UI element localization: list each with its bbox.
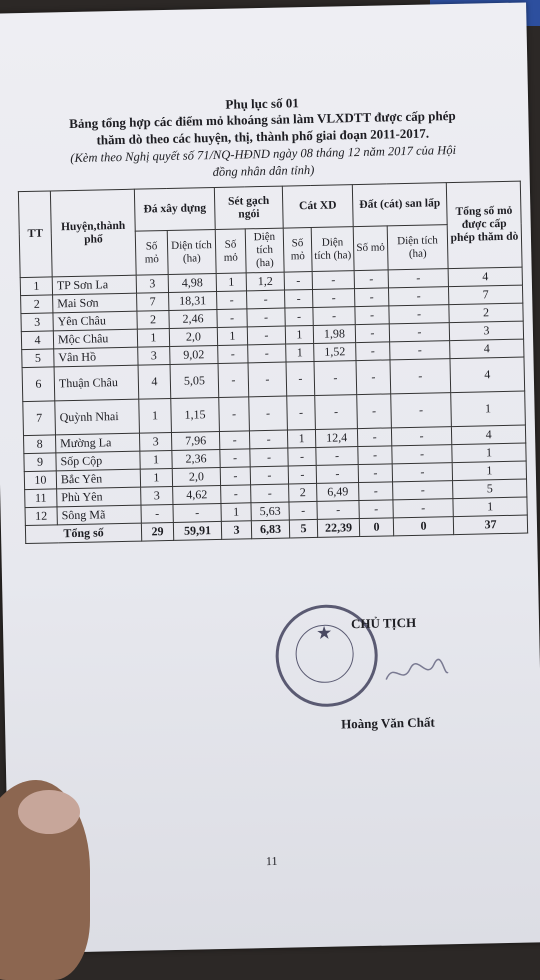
row-district: Sốp Cộp [56, 451, 140, 471]
row-total: 4 [448, 267, 522, 287]
row-sand-area: - [313, 289, 355, 308]
total-clay-count: 3 [221, 521, 251, 540]
row-fill-count: - [358, 446, 392, 465]
row-sand-area: 6,49 [317, 483, 359, 502]
resolution-note-line2: đồng nhân dân tỉnh) [212, 162, 315, 180]
row-sand-count: 1 [287, 429, 315, 448]
document-page [0, 2, 540, 953]
row-clay-area: 5,63 [251, 502, 289, 521]
row-stone-count: 1 [140, 450, 172, 469]
row-total: 7 [449, 285, 523, 305]
row-tt: 1 [20, 277, 52, 296]
row-tt: 6 [22, 367, 55, 402]
row-total: 1 [452, 461, 526, 481]
row-fill-count: - [356, 342, 390, 361]
row-clay-count: 1 [217, 327, 247, 346]
row-sand-count: 2 [289, 483, 317, 502]
row-tt: 11 [25, 489, 57, 508]
row-total: 5 [453, 479, 527, 499]
row-clay-area: - [248, 362, 287, 397]
row-fill-count: - [359, 500, 393, 519]
row-stone-count: 3 [136, 275, 168, 294]
row-total: 1 [453, 497, 527, 517]
row-district: Sông Mã [57, 505, 141, 525]
row-fill-count: - [357, 428, 391, 447]
row-clay-area: - [247, 308, 285, 327]
row-fill-area: - [392, 463, 452, 482]
row-stone-area: 5,05 [170, 363, 219, 398]
signer-name: Hoàng Văn Chất [340, 714, 435, 732]
total-fill-area: 0 [393, 517, 453, 536]
row-stone-area: 7,96 [171, 431, 219, 450]
seal-emblem-icon: ★ [315, 622, 333, 643]
row-clay-count: - [219, 397, 250, 432]
row-sand-area: - [314, 361, 357, 396]
row-tt: 5 [22, 349, 54, 368]
row-stone-count: - [141, 504, 173, 523]
row-fill-count: - [359, 482, 393, 501]
row-fill-count: - [356, 360, 391, 395]
row-clay-count: - [220, 449, 250, 468]
header-tt: TT [18, 191, 52, 278]
row-clay-count: - [218, 345, 248, 364]
row-tt: 7 [23, 401, 56, 436]
header-clay: Sét gạch ngói [214, 186, 283, 229]
document-title-line1: Bảng tổng hợp các điểm mỏ khoáng sản làm VLXDTT được cấp phép [69, 107, 456, 132]
header-clay-count: Số mỏ [215, 229, 246, 274]
header-fill-count: Số mỏ [353, 226, 388, 271]
row-sand-count: - [285, 289, 313, 308]
mines-summary-table [18, 181, 528, 544]
row-sand-area: 1,52 [314, 343, 356, 362]
header-total: Tổng số mỏ được cấp phép thăm dò [446, 181, 522, 269]
header-district: Huyện,thành phố [50, 189, 136, 277]
row-fill-count: - [354, 270, 388, 289]
header-stone-area: Diện tích (ha) [167, 230, 216, 275]
row-clay-area: - [249, 430, 287, 449]
row-clay-count: - [217, 291, 247, 310]
row-stone-count: 3 [139, 432, 171, 451]
row-district: Bắc Yên [56, 469, 140, 489]
row-sand-area: - [316, 447, 358, 466]
row-district: Mai Sơn [53, 293, 137, 313]
row-stone-count: 7 [137, 292, 169, 311]
row-clay-area: - [251, 484, 289, 503]
row-fill-count: - [357, 394, 392, 429]
row-tt: 10 [24, 471, 56, 490]
header-sand-count: Số mỏ [283, 227, 312, 272]
fingernail [18, 790, 80, 834]
row-fill-count: - [355, 306, 389, 325]
row-district: TP Sơn La [52, 275, 136, 295]
row-fill-area: - [390, 341, 450, 360]
row-clay-count: - [218, 363, 249, 398]
total-all: 37 [453, 515, 527, 535]
row-sand-count: 1 [286, 343, 314, 362]
row-sand-count: - [288, 465, 316, 484]
row-stone-count: 1 [137, 328, 169, 347]
total-stone-count: 29 [141, 522, 173, 541]
row-stone-area: 1,15 [171, 397, 220, 432]
row-stone-count: 2 [137, 310, 169, 329]
row-fill-area: - [391, 427, 451, 446]
row-fill-area: - [388, 269, 448, 288]
row-district: Vân Hồ [54, 347, 138, 367]
row-fill-count: - [355, 288, 389, 307]
row-total: 1 [452, 443, 526, 463]
document-title-line2: thăm dò theo các huyện, thị, thành phố giai đoạn 2011-2017. [96, 125, 430, 148]
row-sand-area: - [315, 395, 358, 430]
row-tt: 4 [21, 331, 53, 350]
row-fill-area: - [388, 287, 448, 306]
header-sand: Cát XD [282, 185, 353, 228]
row-total: 4 [451, 425, 525, 445]
row-district: Mường La [55, 433, 139, 453]
row-total: 4 [450, 339, 524, 359]
row-clay-count: - [219, 431, 249, 450]
row-clay-count: - [217, 309, 247, 328]
row-sand-area: - [313, 307, 355, 326]
row-total: 2 [449, 303, 523, 323]
row-stone-count: 3 [138, 346, 170, 365]
row-tt: 9 [24, 453, 56, 472]
row-district: Yên Châu [53, 311, 137, 331]
row-fill-count: - [358, 464, 392, 483]
row-tt: 12 [25, 507, 57, 526]
row-clay-area: - [250, 448, 288, 467]
row-fill-area: - [391, 393, 452, 428]
row-tt: 3 [21, 313, 53, 332]
row-sand-area: 1,98 [313, 325, 355, 344]
row-district: Thuận Châu [54, 365, 139, 401]
row-stone-area: 2,46 [169, 309, 217, 328]
total-sand-count: 5 [289, 519, 317, 538]
row-district: Phù Yên [57, 487, 141, 507]
appendix-label: Phụ lục số 01 [225, 95, 299, 112]
row-district: Mộc Châu [53, 329, 137, 349]
row-sand-count: - [287, 395, 316, 430]
row-district: Quỳnh Nhai [55, 399, 140, 435]
header-clay-area: Diện tích (ha) [245, 228, 284, 273]
row-total: 1 [451, 391, 526, 427]
row-stone-area: 18,31 [169, 291, 217, 310]
row-fill-area: - [389, 305, 449, 324]
row-stone-count: 1 [140, 468, 172, 487]
row-stone-area: 4,62 [173, 485, 221, 504]
row-fill-area: - [392, 445, 452, 464]
header-stone-count: Số mỏ [135, 231, 168, 276]
row-fill-area: - [393, 481, 453, 500]
row-sand-area: - [317, 501, 359, 520]
total-clay-area: 6,83 [251, 520, 289, 539]
row-clay-area: 1,2 [246, 272, 284, 291]
header-fill-area: Diện tích (ha) [387, 225, 448, 270]
row-sand-area: - [312, 271, 354, 290]
row-fill-area: - [389, 323, 449, 342]
row-sand-count: - [289, 501, 317, 520]
row-tt: 2 [21, 295, 53, 314]
row-sand-area: - [316, 465, 358, 484]
row-clay-area: - [247, 290, 285, 309]
row-clay-count: 1 [216, 273, 246, 292]
row-stone-area: 9,02 [170, 345, 218, 364]
row-clay-area: - [247, 326, 285, 345]
total-sand-area: 22,39 [317, 519, 359, 538]
row-sand-area: 12,4 [315, 429, 357, 448]
row-stone-area: 2,36 [172, 449, 220, 468]
row-tt: 8 [23, 435, 55, 454]
row-total: 3 [449, 321, 523, 341]
header-sand-area: Diện tích (ha) [311, 227, 354, 272]
row-fill-area: - [390, 359, 451, 394]
row-sand-count: 1 [285, 325, 313, 344]
total-label: Tổng số [25, 523, 141, 543]
row-stone-count: 4 [138, 364, 171, 399]
row-stone-area: - [173, 503, 221, 522]
row-sand-count: - [284, 271, 312, 290]
handwritten-signature [382, 654, 453, 689]
signer-title: CHỦ TỊCH [350, 614, 417, 632]
row-stone-count: 1 [139, 398, 172, 433]
row-sand-count: - [288, 447, 316, 466]
row-stone-area: 4,98 [168, 273, 216, 292]
total-stone-area: 59,91 [173, 521, 221, 540]
page-number: 11 [265, 853, 278, 869]
row-fill-count: - [355, 324, 389, 343]
row-sand-count: - [286, 361, 315, 396]
row-clay-area: - [248, 344, 286, 363]
row-total: 4 [450, 357, 525, 393]
header-fill: Đất (cát) san lấp [352, 183, 447, 227]
row-stone-count: 3 [141, 486, 173, 505]
total-fill-count: 0 [359, 518, 393, 537]
row-clay-count: 1 [221, 503, 251, 522]
header-stone: Đá xây dựng [134, 188, 215, 232]
row-stone-area: 2,0 [169, 327, 217, 346]
row-clay-count: - [220, 467, 250, 486]
row-clay-area: - [249, 396, 288, 431]
row-sand-count: - [285, 307, 313, 326]
row-stone-area: 2,0 [172, 467, 220, 486]
row-fill-area: - [393, 499, 453, 518]
resolution-note-line1: (Kèm theo Nghị quyết số 71/NQ-HĐND ngày 08 tháng 12 năm 2017 của Hội [70, 142, 457, 166]
row-clay-area: - [250, 466, 288, 485]
row-clay-count: - [221, 485, 251, 504]
